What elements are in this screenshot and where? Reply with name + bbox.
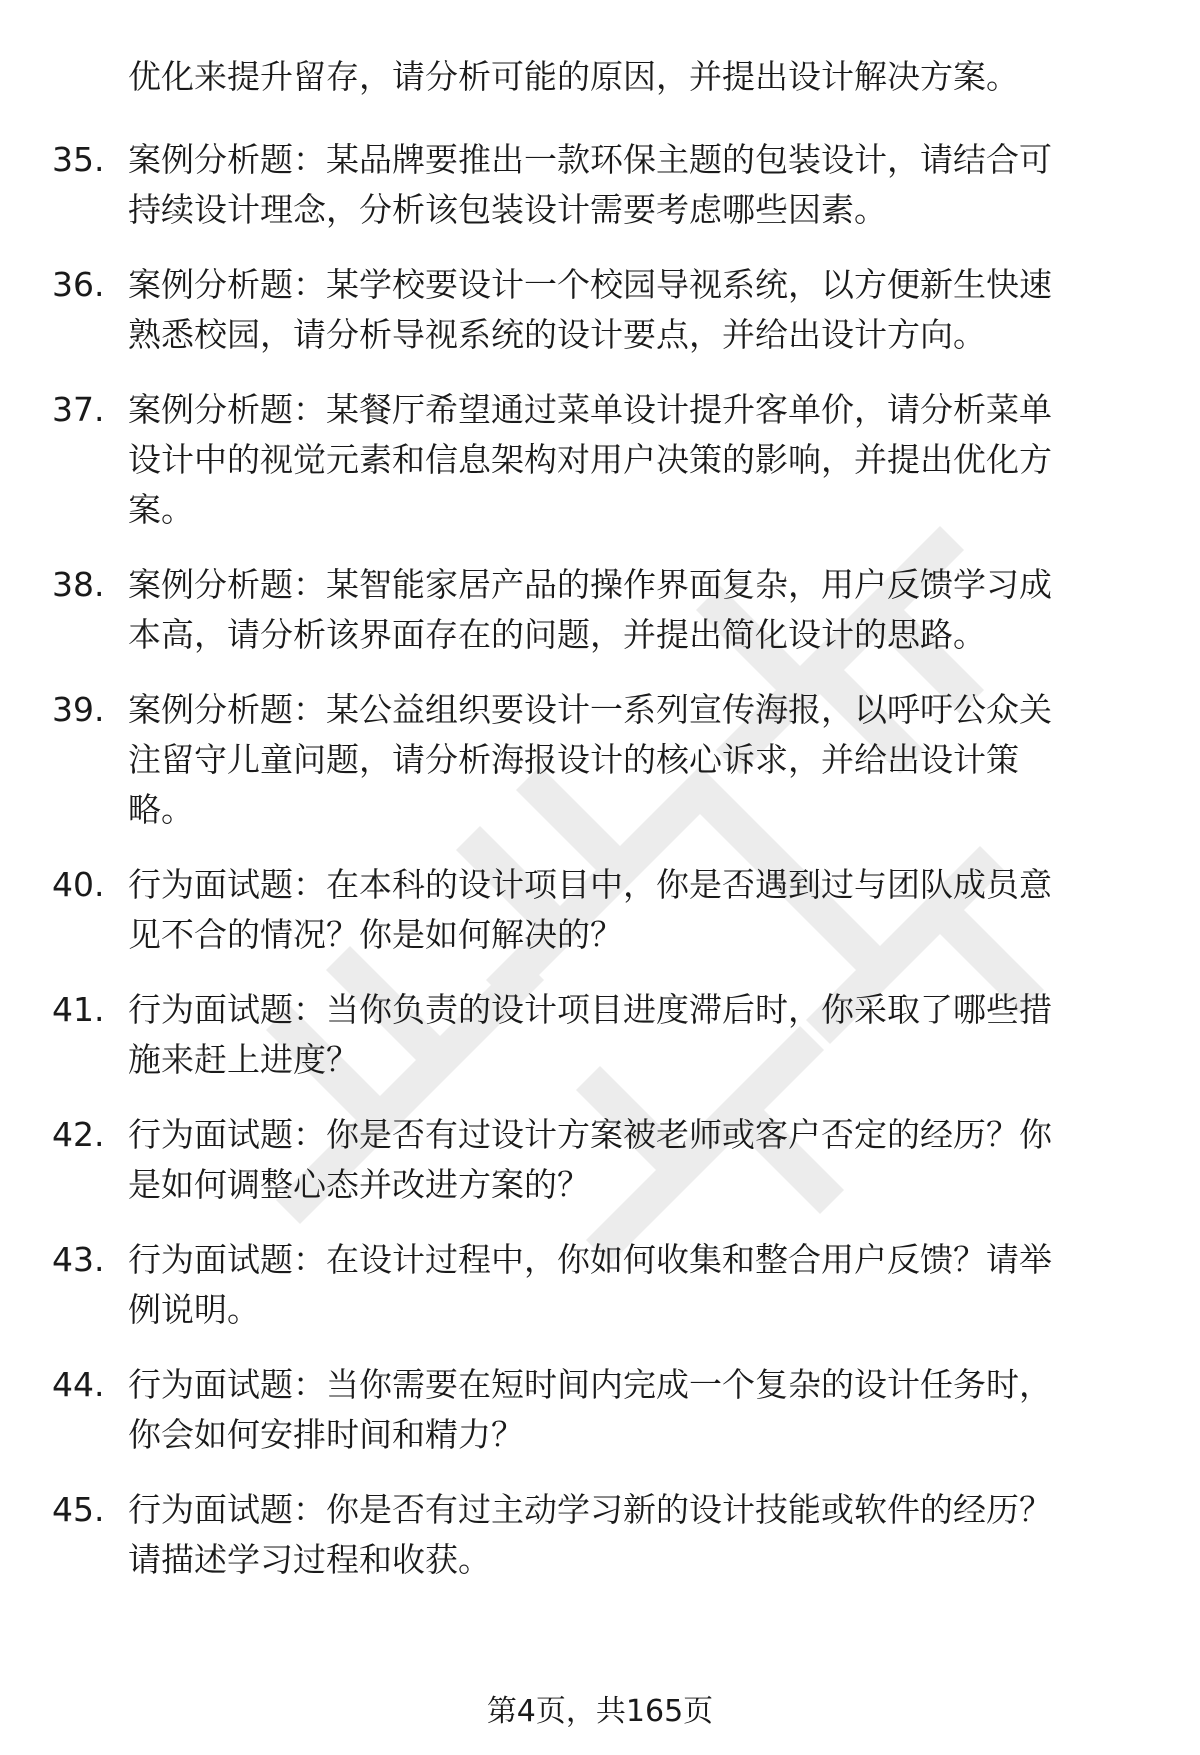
page-number: 第4页，共165页 xyxy=(486,1694,714,1729)
question-item xyxy=(0,560,1200,660)
question-item xyxy=(0,1485,1200,1585)
question-number: 40. xyxy=(52,865,105,904)
question-text-line: 案。 xyxy=(128,490,194,529)
question-text-line: 本高，请分析该界面存在的问题，并提出简化设计的思路。 xyxy=(128,615,986,654)
question-text xyxy=(128,1360,1138,1460)
question-number: 37. xyxy=(52,390,105,429)
question-number: 45. xyxy=(52,1490,105,1529)
question-text-line: 是如何调整心态并改进方案的？ xyxy=(128,1165,590,1204)
question-text-line: 注留守儿童问题，请分析海报设计的核心诉求，并给出设计策 xyxy=(128,740,1019,779)
question-text-line: 案例分析题：某学校要设计一个校园导视系统，以方便新生快速 xyxy=(128,265,1052,304)
question-item xyxy=(0,685,1200,835)
question-text-line: 案例分析题：某智能家居产品的操作界面复杂，用户反馈学习成 xyxy=(128,565,1052,604)
question-item xyxy=(0,860,1200,960)
question-number: 36. xyxy=(52,265,105,304)
question-text-line: 例说明。 xyxy=(128,1290,260,1329)
question-text xyxy=(128,1110,1138,1210)
question-text-line: 见不合的情况？你是如何解决的？ xyxy=(128,915,623,954)
question-text-line: 施来赶上进度？ xyxy=(128,1040,359,1079)
question-number: 39. xyxy=(52,690,105,729)
question-item xyxy=(0,1360,1200,1460)
question-text xyxy=(128,260,1138,360)
question-number: 43. xyxy=(52,1240,105,1279)
question-number: 42. xyxy=(52,1115,105,1154)
question-text-line: 行为面试题：你是否有过设计方案被老师或客户否定的经历？你 xyxy=(128,1115,1052,1154)
question-text xyxy=(128,135,1138,235)
question-text-line: 熟悉校园，请分析导视系统的设计要点，并给出设计方向。 xyxy=(128,315,986,354)
continued-question-text: 优化来提升留存，请分析可能的原因，并提出设计解决方案。 xyxy=(128,57,1019,96)
question-text-line: 行为面试题：当你负责的设计项目进度滞后时，你采取了哪些措 xyxy=(128,990,1052,1029)
question-text xyxy=(128,685,1138,835)
question-text xyxy=(128,1235,1138,1335)
question-item xyxy=(0,385,1200,535)
question-item xyxy=(0,1110,1200,1210)
question-text-line: 设计中的视觉元素和信息架构对用户决策的影响，并提出优化方 xyxy=(128,440,1052,479)
question-item xyxy=(0,135,1200,235)
question-text-line: 行为面试题：在设计过程中，你如何收集和整合用户反馈？请举 xyxy=(128,1240,1052,1279)
question-number: 35. xyxy=(52,140,105,179)
question-text xyxy=(128,985,1138,1085)
question-item xyxy=(0,985,1200,1085)
question-text-line: 请描述学习过程和收获。 xyxy=(128,1540,491,1579)
question-text xyxy=(128,1485,1138,1585)
question-text-line: 案例分析题：某公益组织要设计一系列宣传海报，以呼吁公众关 xyxy=(128,690,1052,729)
question-list xyxy=(0,135,1200,1610)
question-text-line: 案例分析题：某品牌要推出一款环保主题的包装设计，请结合可 xyxy=(128,140,1052,179)
question-text-line: 案例分析题：某餐厅希望通过菜单设计提升客单价，请分析菜单 xyxy=(128,390,1052,429)
question-text xyxy=(128,385,1138,535)
question-text-line: 行为面试题：在本科的设计项目中，你是否遇到过与团队成员意 xyxy=(128,865,1052,904)
question-text-line: 行为面试题：你是否有过主动学习新的设计技能或软件的经历？ xyxy=(128,1490,1052,1529)
question-item xyxy=(0,1235,1200,1335)
question-text-line: 行为面试题：当你需要在短时间内完成一个复杂的设计任务时， xyxy=(128,1365,1052,1404)
question-text-line: 你会如何安排时间和精力？ xyxy=(128,1415,524,1454)
question-number: 44. xyxy=(52,1365,105,1404)
question-text-line: 略。 xyxy=(128,790,194,829)
question-text xyxy=(128,860,1138,960)
question-item xyxy=(0,260,1200,360)
question-text-line: 持续设计理念，分析该包装设计需要考虑哪些因素。 xyxy=(128,190,887,229)
question-text xyxy=(128,560,1138,660)
question-number: 38. xyxy=(52,565,105,604)
question-number: 41. xyxy=(52,990,105,1029)
